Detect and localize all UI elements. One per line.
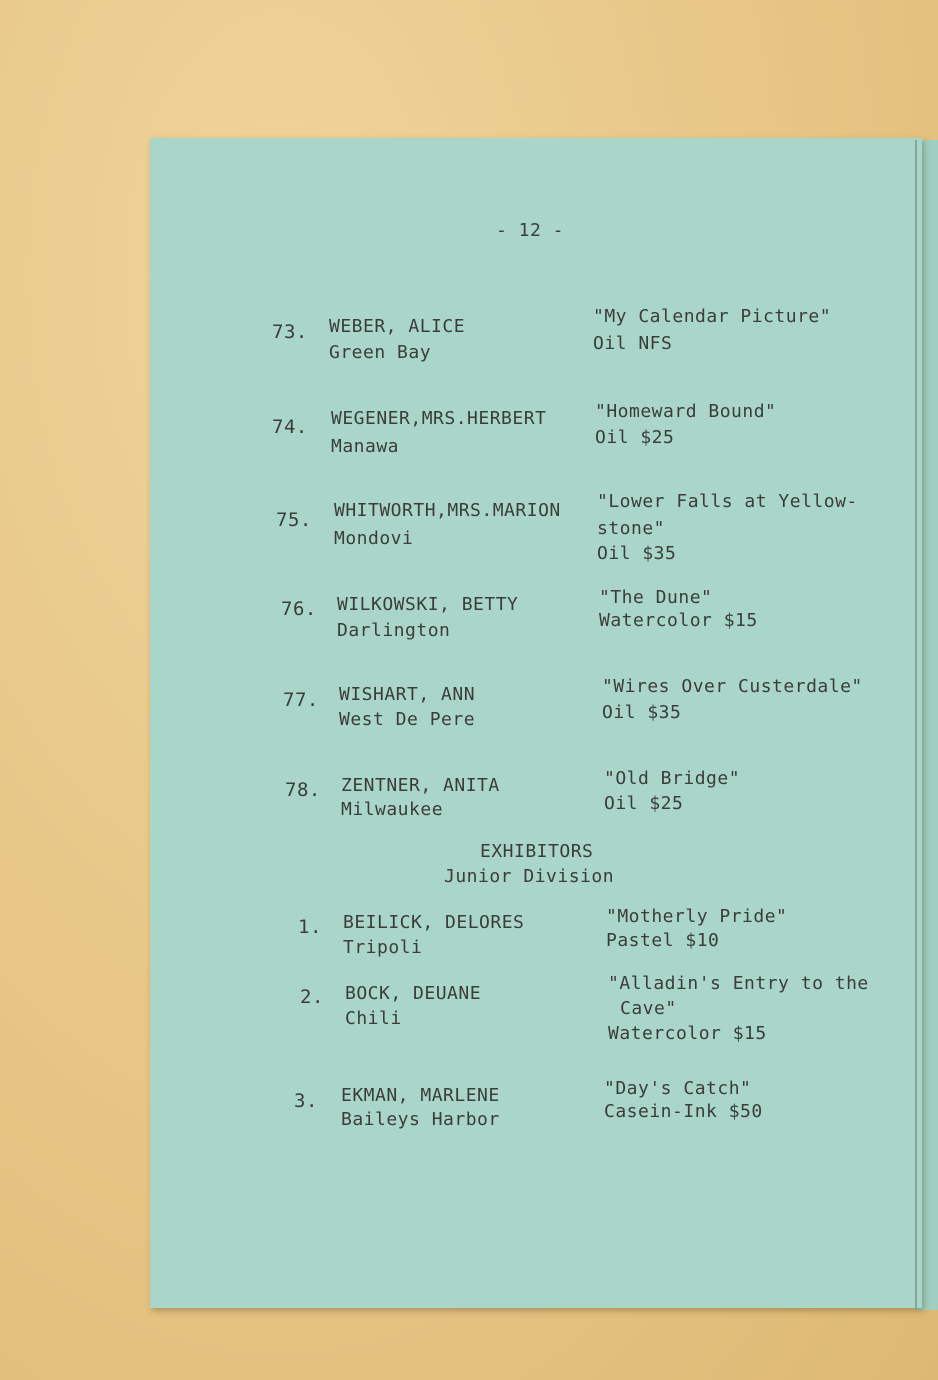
artwork-title: "Wires Over Custerdale" [602,676,863,697]
artwork-title: "Motherly Pride" [606,906,788,927]
artwork-medium-price: Pastel $10 [606,930,720,951]
artwork-title: "Day's Catch" [604,1078,752,1099]
page-spine [915,140,917,1310]
artist-town: Tripoli [343,937,423,958]
artwork-medium-price: Oil $25 [595,427,675,448]
artwork-medium-price: Watercolor $15 [599,610,758,631]
artwork-title: "Homeward Bound" [595,401,777,422]
artist-name: BOCK, DEUANE [345,983,482,1004]
artwork-title: "Alladin's Entry to the [608,973,869,994]
artist-name: WEGENER,MRS.HERBERT [331,408,547,429]
artwork-medium-price: Watercolor $15 [608,1023,767,1044]
artist-name: ZENTNER, ANITA [341,775,500,796]
artwork-title-continued: stone" [597,518,666,539]
artist-name: EKMAN, MARLENE [341,1085,500,1106]
section-subheading: Junior Division [444,866,615,887]
entry-number: 3. [294,1090,318,1112]
entry-number: 75. [276,509,312,531]
artist-town: Baileys Harbor [341,1109,500,1130]
artwork-medium-price: Oil $35 [602,702,682,723]
artwork-medium-price: Oil NFS [593,333,673,354]
artist-town: West De Pere [339,709,476,730]
entry-number: 74. [272,416,308,438]
artist-town: Green Bay [329,342,432,363]
artwork-title: "Lower Falls at Yellow- [597,491,858,512]
entry-number: 73. [272,321,308,343]
entry-number: 78. [285,779,321,801]
entry-number: 77. [283,689,319,711]
artist-town: Manawa [331,436,400,457]
entry-number: 1. [298,916,322,938]
entry-number: 2. [300,986,324,1008]
artist-name: WEBER, ALICE [329,316,466,337]
artist-name: BEILICK, DELORES [343,912,525,933]
artist-name: WHITWORTH,MRS.MARION [334,500,561,521]
artwork-title: "Old Bridge" [604,768,741,789]
artist-town: Darlington [337,620,451,641]
artist-town: Chili [345,1008,402,1029]
entry-number: 76. [281,598,317,620]
artwork-medium-price: Oil $25 [604,793,684,814]
artwork-title-continued: Cave" [620,998,677,1019]
artist-town: Mondovi [334,528,414,549]
artwork-medium-price: Oil $35 [597,543,677,564]
artwork-title: "My Calendar Picture" [593,306,832,327]
artist-town: Milwaukee [341,799,444,820]
section-heading: EXHIBITORS [480,841,594,862]
artwork-medium-price: Casein-Ink $50 [604,1101,763,1122]
artist-name: WILKOWSKI, BETTY [337,594,519,615]
artwork-title: "The Dune" [599,587,713,608]
artist-name: WISHART, ANN [339,684,476,705]
page-number: - 12 - [496,220,565,241]
